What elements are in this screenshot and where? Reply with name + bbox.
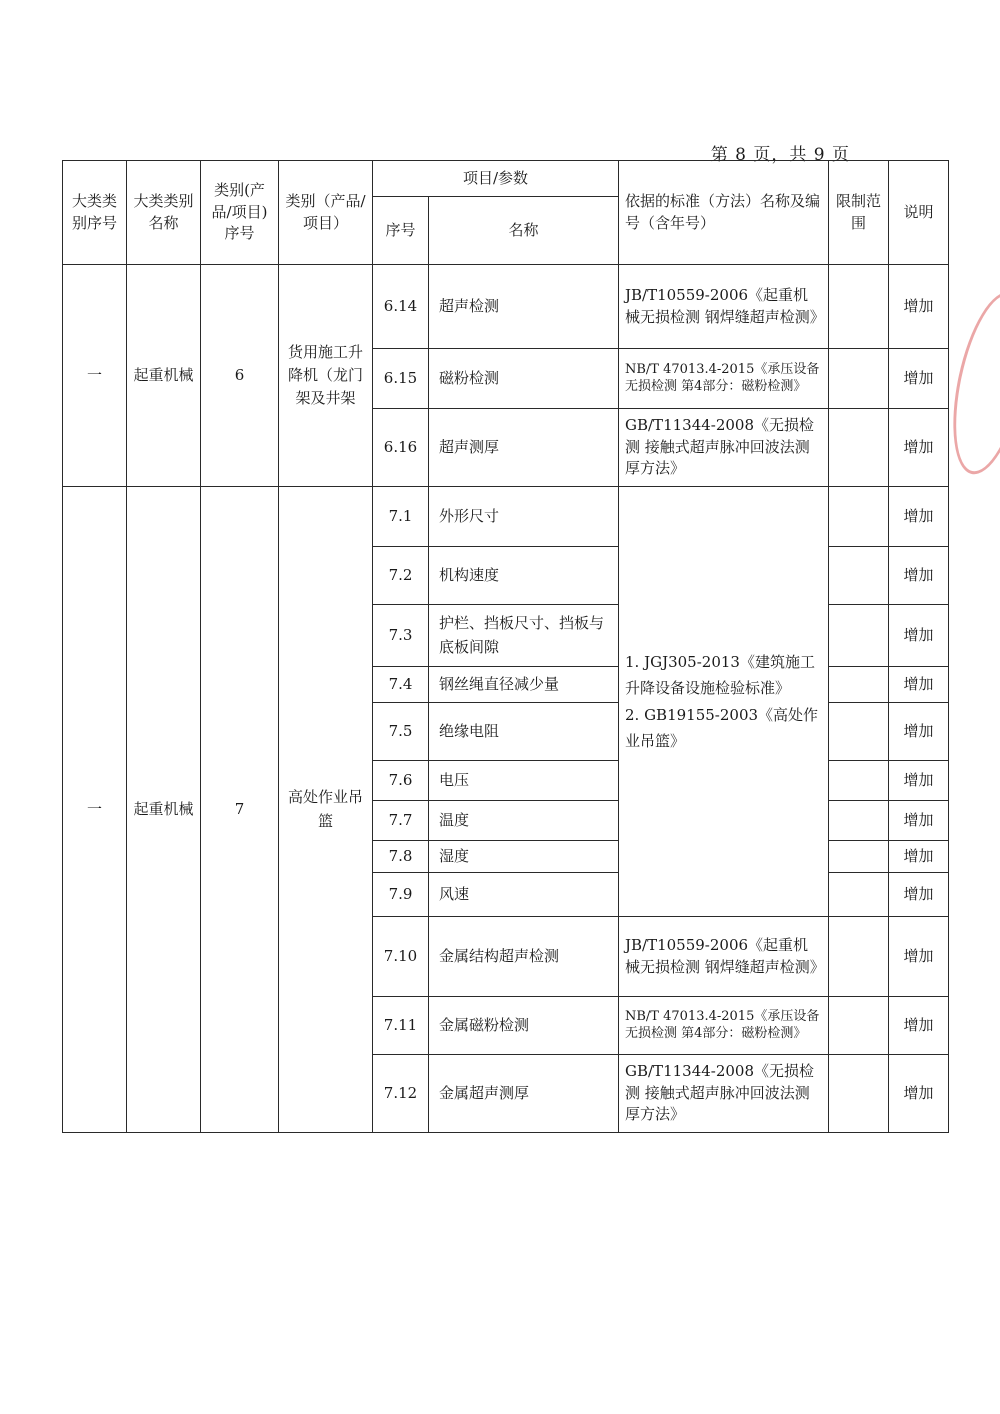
limit-cell <box>829 801 889 841</box>
item-name: 护栏、挡板尺寸、挡板与底板间隙 <box>429 605 619 667</box>
major-name-cell: 起重机械 <box>127 265 201 487</box>
limit-cell <box>829 703 889 761</box>
note-cell: 增加 <box>889 667 949 703</box>
major-name-cell: 起重机械 <box>127 487 201 1133</box>
item-name: 超声测厚 <box>429 409 619 487</box>
note-cell: 增加 <box>889 265 949 349</box>
header-major-no: 大类类别序号 <box>63 161 127 265</box>
header-limit: 限制范围 <box>829 161 889 265</box>
header-standard: 依据的标准（方法）名称及编号（含年号） <box>619 161 829 265</box>
limit-cell <box>829 841 889 873</box>
item-no: 7.10 <box>373 917 429 997</box>
note-cell: 增加 <box>889 761 949 801</box>
standard-cell: JB/T10559-2006《起重机械无损检测 钢焊缝超声检测》 <box>619 265 829 349</box>
item-name: 金属结构超声检测 <box>429 917 619 997</box>
item-name: 金属超声测厚 <box>429 1055 619 1133</box>
category-no-cell: 6 <box>201 265 279 487</box>
header-item-no: 序号 <box>373 197 429 265</box>
major-no-cell: 一 <box>63 487 127 1133</box>
item-no: 7.3 <box>373 605 429 667</box>
item-name: 风速 <box>429 873 619 917</box>
header-item-name: 名称 <box>429 197 619 265</box>
item-no: 7.6 <box>373 761 429 801</box>
note-cell: 增加 <box>889 873 949 917</box>
note-cell: 增加 <box>889 547 949 605</box>
limit-cell <box>829 667 889 703</box>
limit-cell <box>829 547 889 605</box>
note-cell: 增加 <box>889 605 949 667</box>
item-name: 磁粉检测 <box>429 349 619 409</box>
shared-standard-cell <box>619 487 829 917</box>
limit-cell <box>829 917 889 997</box>
item-no: 7.5 <box>373 703 429 761</box>
item-name: 湿度 <box>429 841 619 873</box>
note-cell: 增加 <box>889 997 949 1055</box>
item-name: 钢丝绳直径减少量 <box>429 667 619 703</box>
note-cell: 增加 <box>889 841 949 873</box>
header-category-no: 类别(产品/项目)序号 <box>201 161 279 265</box>
category-cell: 高处作业吊篮 <box>279 487 373 1133</box>
standard-cell: GB/T11344-2008《无损检测 接触式超声脉冲回波法测厚方法》 <box>619 1055 829 1133</box>
item-no: 7.12 <box>373 1055 429 1133</box>
category-cell: 货用施工升降机（龙门架及井架 <box>279 265 373 487</box>
item-name: 超声检测 <box>429 265 619 349</box>
major-no-cell: 一 <box>63 265 127 487</box>
header-item-param: 项目/参数 <box>373 161 619 197</box>
item-name: 机构速度 <box>429 547 619 605</box>
header-row-1 <box>63 161 949 197</box>
standard-cell: NB/T 47013.4-2015《承压设备无损检测 第4部分：磁粉检测》 <box>619 349 829 409</box>
item-no: 7.8 <box>373 841 429 873</box>
limit-cell <box>829 997 889 1055</box>
table-row <box>63 265 949 349</box>
table-row <box>63 487 949 547</box>
item-name: 温度 <box>429 801 619 841</box>
limit-cell <box>829 873 889 917</box>
limit-cell <box>829 605 889 667</box>
item-no: 7.11 <box>373 997 429 1055</box>
item-no: 7.9 <box>373 873 429 917</box>
item-no: 7.7 <box>373 801 429 841</box>
category-no-cell: 7 <box>201 487 279 1133</box>
accreditation-table <box>62 160 949 1133</box>
standard-cell: JB/T10559-2006《起重机械无损检测 钢焊缝超声检测》 <box>619 917 829 997</box>
item-name: 金属磁粉检测 <box>429 997 619 1055</box>
item-no: 7.4 <box>373 667 429 703</box>
note-cell: 增加 <box>889 1055 949 1133</box>
limit-cell <box>829 1055 889 1133</box>
header-note: 说明 <box>889 161 949 265</box>
limit-cell <box>829 761 889 801</box>
item-no: 6.15 <box>373 349 429 409</box>
standard-cell: GB/T11344-2008《无损检测 接触式超声脉冲回波法测厚方法》 <box>619 409 829 487</box>
item-name: 外形尺寸 <box>429 487 619 547</box>
note-cell: 增加 <box>889 703 949 761</box>
standard-cell: NB/T 47013.4-2015《承压设备无损检测 第4部分：磁粉检测》 <box>619 997 829 1055</box>
standard-line: 2. GB19155-2003《高处作业吊篮》 <box>625 705 819 750</box>
note-cell: 增加 <box>889 487 949 547</box>
item-name: 绝缘电阻 <box>429 703 619 761</box>
page-number: 第 8 页，共 9 页 <box>710 145 850 165</box>
limit-cell <box>829 265 889 349</box>
item-no: 6.16 <box>373 409 429 487</box>
note-cell: 增加 <box>889 409 949 487</box>
header-major-name: 大类类别名称 <box>127 161 201 265</box>
limit-cell <box>829 409 889 487</box>
limit-cell <box>829 349 889 409</box>
item-name: 电压 <box>429 761 619 801</box>
header-category: 类别（产品/项目） <box>279 161 373 265</box>
item-no: 6.14 <box>373 265 429 349</box>
note-cell: 增加 <box>889 349 949 409</box>
standard-line: 1. JGJ305-2013《建筑施工升降设备设施检验标准》 <box>625 653 815 698</box>
item-no: 7.1 <box>373 487 429 547</box>
note-cell: 增加 <box>889 917 949 997</box>
note-cell: 增加 <box>889 801 949 841</box>
limit-cell <box>829 487 889 547</box>
item-no: 7.2 <box>373 547 429 605</box>
